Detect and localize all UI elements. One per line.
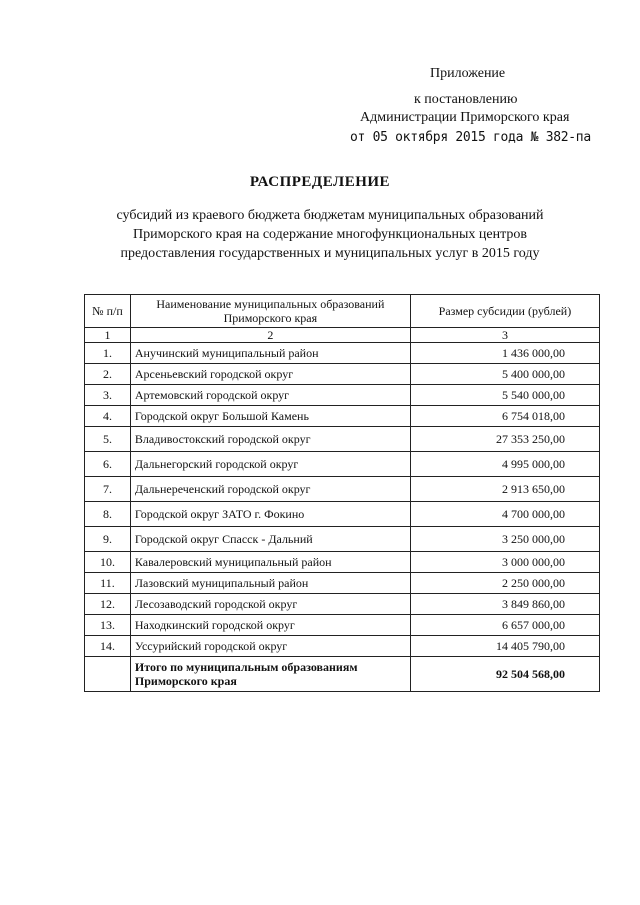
- row-number: 3.: [85, 385, 131, 406]
- document-subtitle: [90, 206, 570, 263]
- header-name: Наименование муниципальных образований Приморского края: [130, 295, 410, 328]
- municipality-name: Дальнереченский городской округ: [130, 477, 410, 502]
- table-row: [85, 552, 600, 573]
- municipality-name: Анучинский муниципальный район: [130, 343, 410, 364]
- row-number: 6.: [85, 452, 131, 477]
- subsidy-amount: 3 000 000,00: [410, 552, 599, 573]
- municipality-name: Дальнегорский городской округ: [130, 452, 410, 477]
- row-number: 13.: [85, 615, 131, 636]
- total-label: Итого по муниципальным образованиям Приморского края: [130, 657, 410, 692]
- municipality-name: Находкинский городской округ: [130, 615, 410, 636]
- header-amount: Размер субсидии (рублей): [410, 295, 599, 328]
- municipality-name: Лесозаводский городской округ: [130, 594, 410, 615]
- row-number: 4.: [85, 406, 131, 427]
- municipality-name: Городской округ Большой Камень: [130, 406, 410, 427]
- row-number: 14.: [85, 636, 131, 657]
- municipality-name: Кавалеровский муниципальный район: [130, 552, 410, 573]
- column-number: 3: [410, 328, 599, 343]
- subsidy-amount: 14 405 790,00: [410, 636, 599, 657]
- table-row: [85, 527, 600, 552]
- subsidy-amount: 1 436 000,00: [410, 343, 599, 364]
- municipality-name: Городской округ Спасск - Дальний: [130, 527, 410, 552]
- municipality-name: Уссурийский городской округ: [130, 636, 410, 657]
- column-number: 2: [130, 328, 410, 343]
- row-number: 7.: [85, 477, 131, 502]
- table-row: [85, 364, 600, 385]
- table-row: [85, 636, 600, 657]
- total-amount: 92 504 568,00: [410, 657, 599, 692]
- subsidy-amount: 4 995 000,00: [410, 452, 599, 477]
- appendix-label: Приложение: [430, 66, 506, 81]
- table-row: [85, 385, 600, 406]
- total-row: [85, 657, 600, 692]
- row-number: 9.: [85, 527, 131, 552]
- municipality-name: Арсеньевский городской округ: [130, 364, 410, 385]
- column-number: 1: [85, 328, 131, 343]
- document-title: РАСПРЕДЕЛЕНИЕ: [249, 174, 391, 190]
- administration-name: Администрации Приморского края: [360, 110, 570, 125]
- municipality-name: Лазовский муниципальный район: [130, 573, 410, 594]
- subsidy-distribution-table: [84, 294, 600, 692]
- table-row: [85, 406, 600, 427]
- header-num: № п/п: [85, 295, 131, 328]
- table-row: [85, 427, 600, 452]
- municipality-name: Артемовский городской округ: [130, 385, 410, 406]
- table-row: [85, 343, 600, 364]
- total-num-cell: [85, 657, 131, 692]
- table-row: [85, 594, 600, 615]
- resolution-date-number: от 05 октября 2015 года № 382-па: [350, 130, 591, 145]
- subtitle-line: субсидий из краевого бюджета бюджетам муниципальных образований: [116, 208, 544, 223]
- row-number: 12.: [85, 594, 131, 615]
- subsidy-amount: 6 754 018,00: [410, 406, 599, 427]
- subsidy-amount: 2 250 000,00: [410, 573, 599, 594]
- subsidy-amount: 4 700 000,00: [410, 502, 599, 527]
- municipality-name: Городской округ ЗАТО г. Фокино: [130, 502, 410, 527]
- table-row: [85, 477, 600, 502]
- row-number: 8.: [85, 502, 131, 527]
- subtitle-line: Приморского края на содержание многофункциональных центров: [133, 227, 527, 242]
- subsidy-amount: 5 540 000,00: [410, 385, 599, 406]
- subsidy-amount: 27 353 250,00: [410, 427, 599, 452]
- subtitle-line: предоставления государственных и муниципальных услуг в 2015 году: [120, 246, 540, 261]
- municipality-name: Владивостокский городской округ: [130, 427, 410, 452]
- row-number: 10.: [85, 552, 131, 573]
- table-body: [85, 343, 600, 657]
- table-row: [85, 452, 600, 477]
- row-number: 2.: [85, 364, 131, 385]
- row-number: 5.: [85, 427, 131, 452]
- table-row: [85, 573, 600, 594]
- subsidy-amount: 3 250 000,00: [410, 527, 599, 552]
- row-number: 1.: [85, 343, 131, 364]
- table-header-row: [85, 295, 600, 328]
- table-row: [85, 502, 600, 527]
- row-number: 11.: [85, 573, 131, 594]
- subsidy-amount: 3 849 860,00: [410, 594, 599, 615]
- column-number-row: [85, 328, 600, 343]
- table-row: [85, 615, 600, 636]
- resolution-ref: к постановлению: [414, 92, 518, 107]
- subsidy-amount: 5 400 000,00: [410, 364, 599, 385]
- subsidy-amount: 2 913 650,00: [410, 477, 599, 502]
- subsidy-amount: 6 657 000,00: [410, 615, 599, 636]
